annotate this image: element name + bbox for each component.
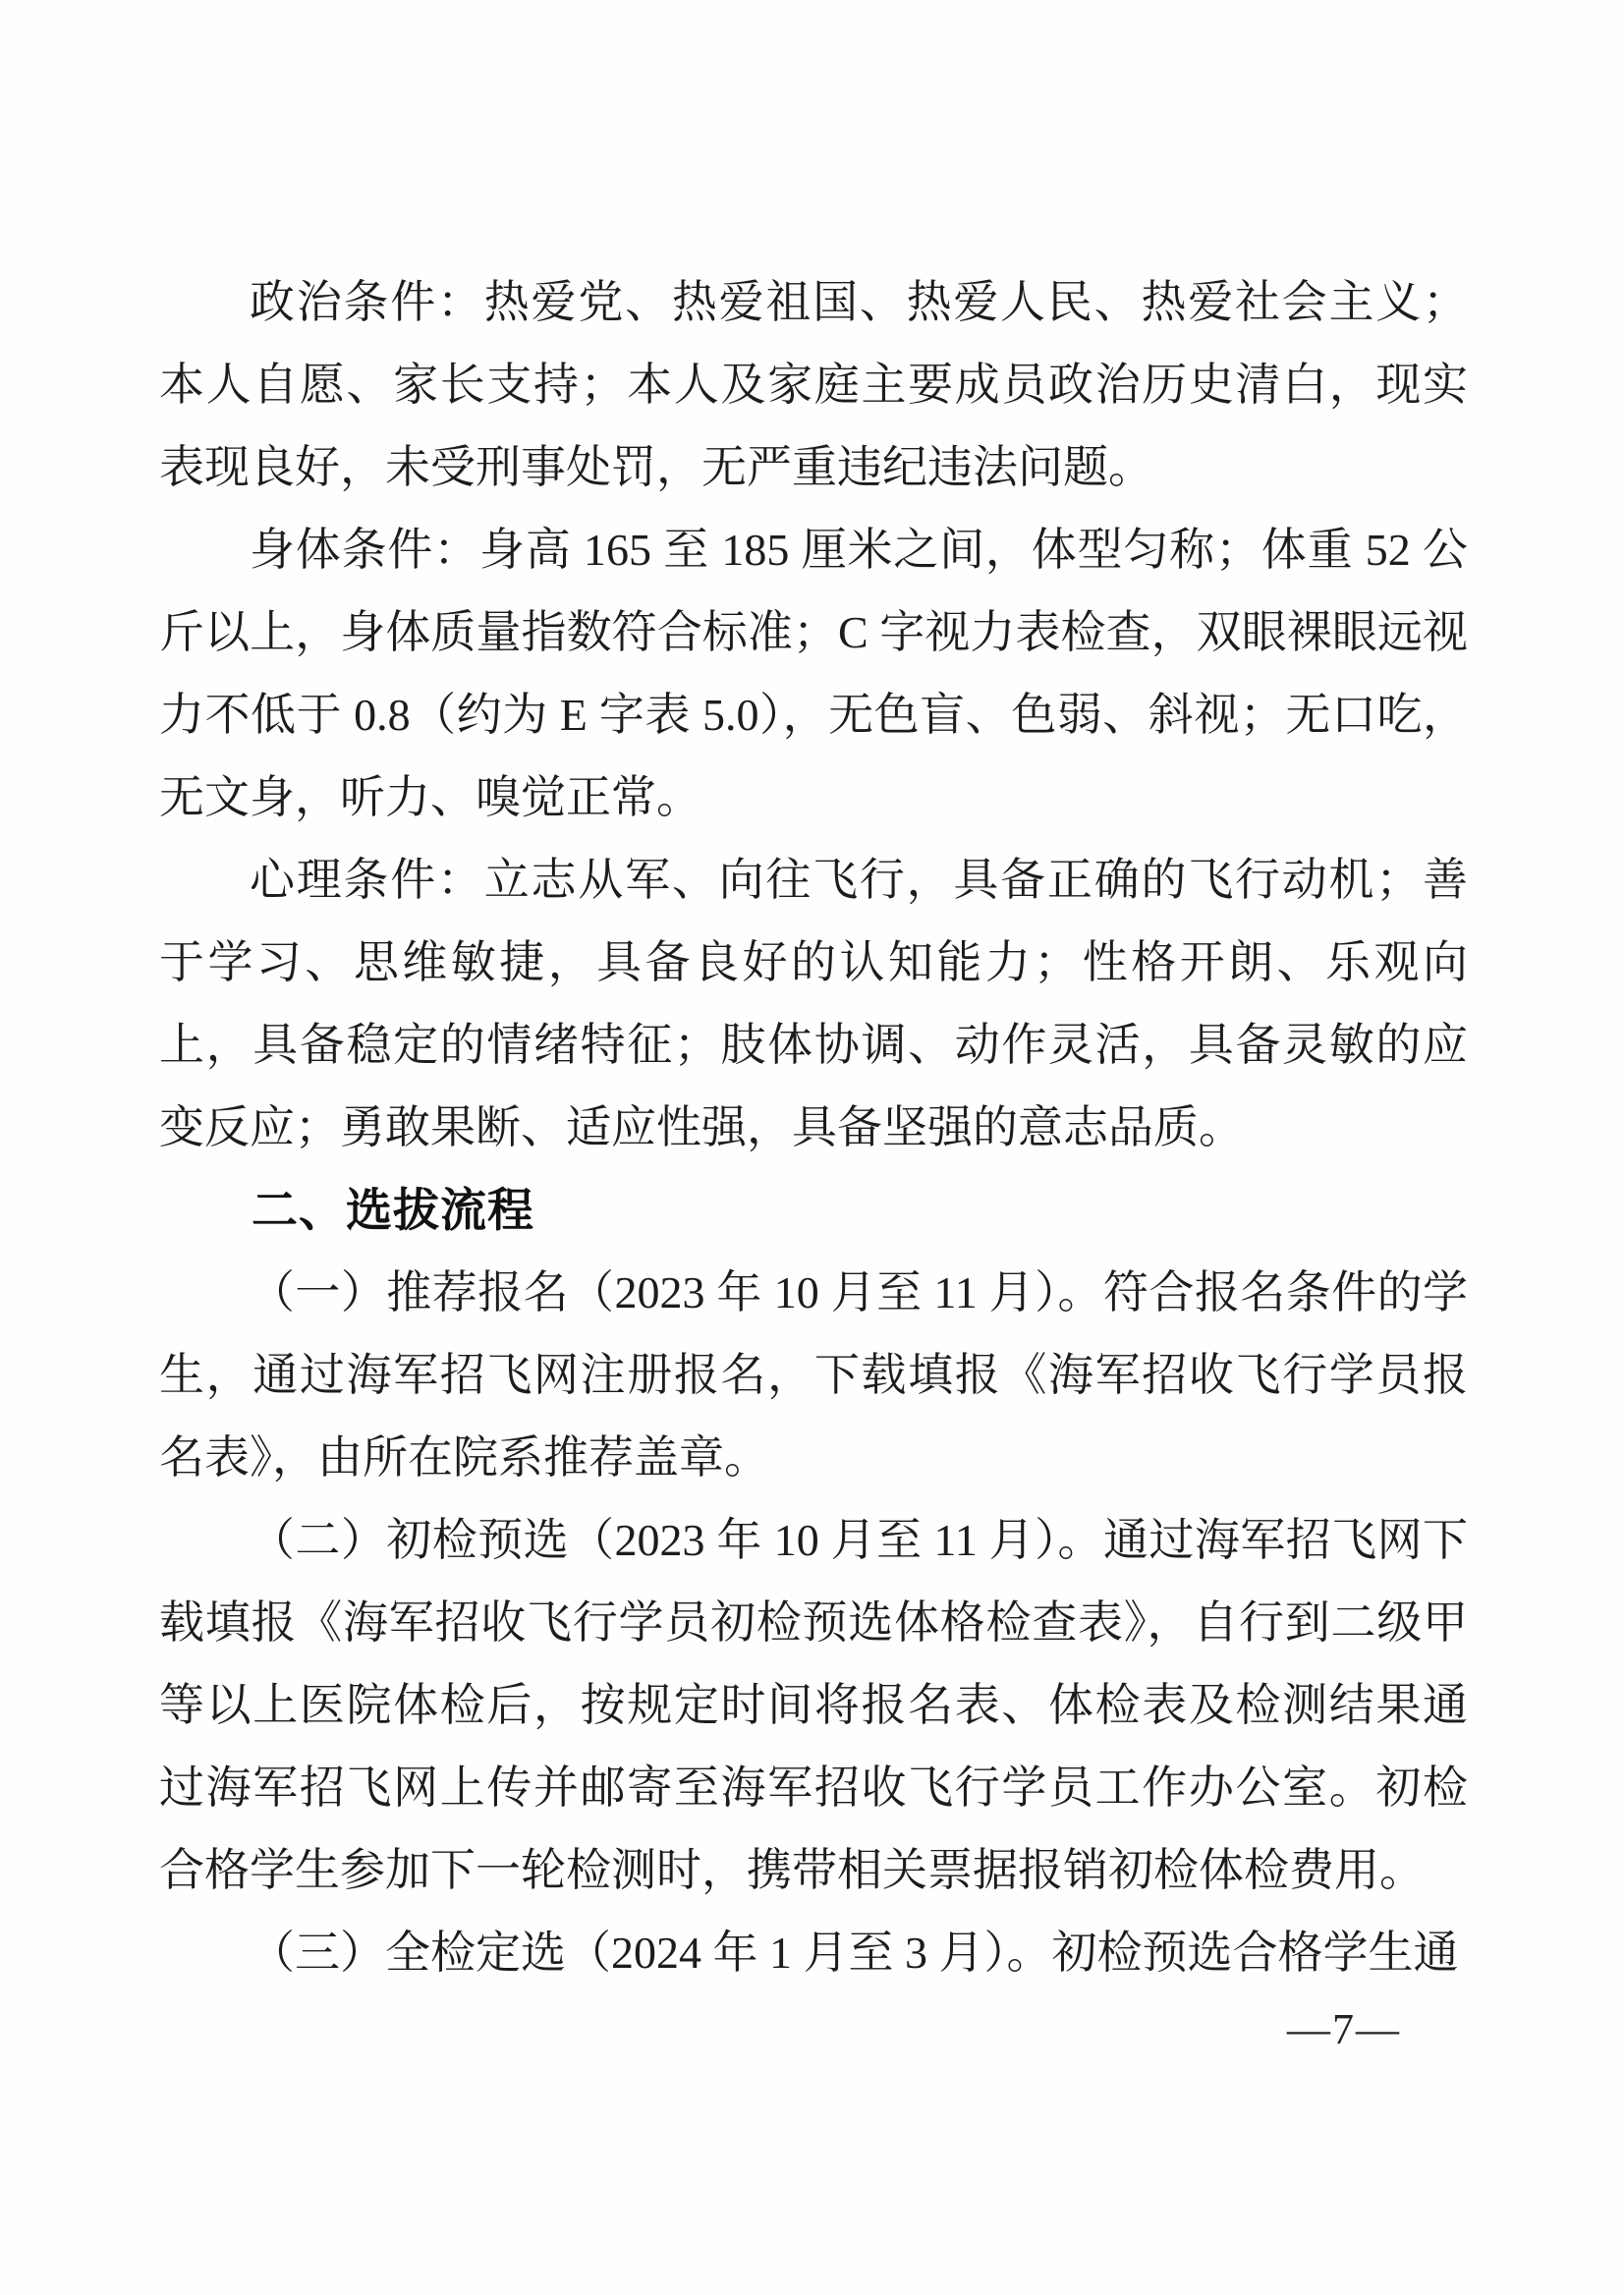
heading-selection-process: 二、选拔流程 xyxy=(252,1184,534,1236)
paragraph-preliminary-screening: （二）初检预选（2023 年 10 月至 11 月）。通过海军招飞网下载填报《海军招收飞行学员初检预选体格检查表》，自行到二级甲等以上医院体检后，按规定时间将报名表、体检表及检测结果通过海军招飞网上传并邮寄至海军招收飞行学员工作办公室。初检合格学生参加下一轮检测时，携带相关票据报销初检体检费用。 xyxy=(159,1515,1468,1895)
document-text-block xyxy=(159,261,1468,1994)
paragraph-psychological-conditions: 心理条件：立志从军、向往飞行，具备正确的飞行动机；善于学习、思维敏捷，具备良好的认知能力；性格开朗、乐观向上，具备稳定的情绪特征；肢体协调、动作灵活，具备灵敏的应变反应；勇敢果断、适应性强，具备坚强的意志品质。 xyxy=(159,855,1468,1152)
paragraph-political-conditions: 政治条件：热爱党、热爱祖国、热爱人民、热爱社会主义；本人自愿、家长支持；本人及家庭主要成员政治历史清白，现实表现良好，未受刑事处罚，无严重违纪违法问题。 xyxy=(159,277,1468,492)
paragraph-full-examination: （三）全检定选（2024 年 1 月至 3 月）。初检预选合格学生通 xyxy=(250,1928,1459,1978)
page-number: —7— xyxy=(1287,2005,1401,2053)
paragraph-physical-conditions: 身体条件：身高 165 至 185 厘米之间，体型匀称；体重 52 公斤以上，身体质量指数符合标准；C 字视力表检查，双眼裸眼远视力不低于 0.8（约为 E 字表 5.0），无色盲、色弱、斜视；无口吃，无文身，听力、嗅觉正常。 xyxy=(159,525,1468,822)
paragraph-recommend-registration: （一）推荐报名（2023 年 10 月至 11 月）。符合报名条件的学生，通过海军招飞网注册报名，下载填报《海军招收飞行学员报名表》，由所在院系推荐盖章。 xyxy=(159,1267,1468,1483)
